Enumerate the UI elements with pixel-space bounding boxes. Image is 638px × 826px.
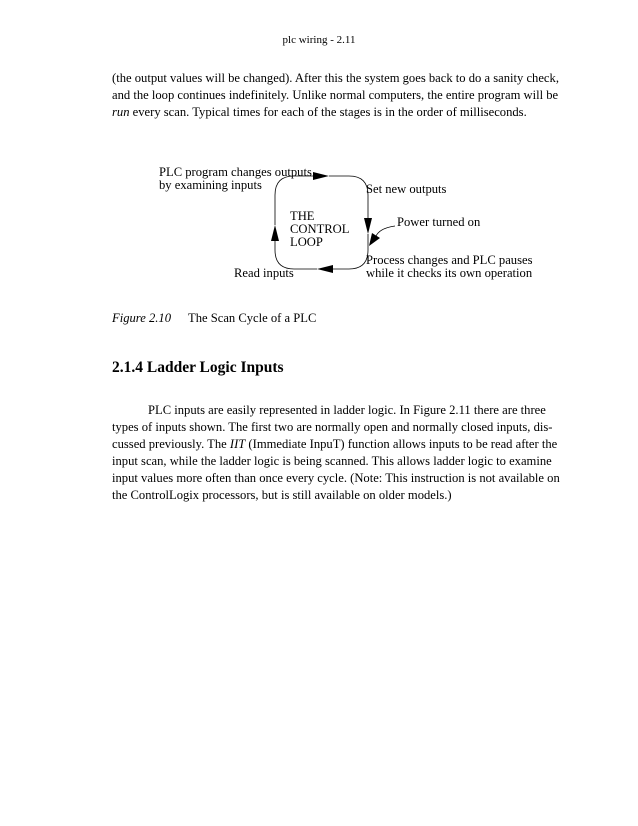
section-heading: 2.1.4 Ladder Logic Inputs [112,359,284,376]
body-emphasis: IIT [229,437,246,451]
power-on-arrowhead [369,233,380,246]
label-program-changes [159,166,312,192]
label-program-line-1: PLC program changes outputs [159,165,312,179]
label-process-changes [366,254,533,280]
body-text-2: (Immediate InpuT) function allows inputs to be read after the input scan, while the ladder logic is being scanned. This allows ladder logic to examine input values more often than once every cycle. (Note: This instruction is not available on the ControlLogix processors, but is still available on older models.) [112,437,560,502]
label-read-inputs: Read inputs [234,266,294,280]
intro-text-2: every scan. Typical times for each of the stages is in the order of milliseconds. [129,105,527,119]
arrow-to-set-outputs [313,172,329,180]
running-head: plc wiring - 2.11 [282,34,356,46]
power-on-curve [376,226,395,236]
label-center-line-3: LOOP [290,235,323,249]
label-control-loop [290,210,349,249]
scan-cycle-figure [0,0,638,300]
intro-emphasis: run [112,105,130,119]
label-process-line-1: Process changes and PLC pauses [366,253,533,267]
figure-caption [112,311,316,326]
control-loop-diagram [0,0,638,300]
label-process-line-2: while it checks its own operation [366,266,533,280]
arrow-down-right [364,218,372,234]
figure-caption-text: The Scan Cycle of a PLC [188,311,317,325]
label-center-line-1: THE [290,209,315,223]
figure-number: Figure 2.10 [112,311,171,325]
arrow-up-left [271,225,279,241]
label-set-outputs: Set new outputs [366,182,447,196]
intro-text-1: (the output values will be changed). After this the system goes back to do a sanity check, and the loop continues indefinitely. Unlike normal computers, the entire program will be [112,71,559,102]
body-text-1: PLC inputs are easily represented in ladder logic. In Figure 2.11 there are three types of inputs shown. The first two are normally open and normally closed inputs, dis-cussed previously. The [112,403,553,451]
body-paragraph [112,402,564,504]
label-power-turned-on: Power turned on [397,215,481,229]
label-center-line-2: CONTROL [290,222,350,236]
label-program-line-2: by examining inputs [159,178,262,192]
arrow-left-bottom [317,265,333,273]
